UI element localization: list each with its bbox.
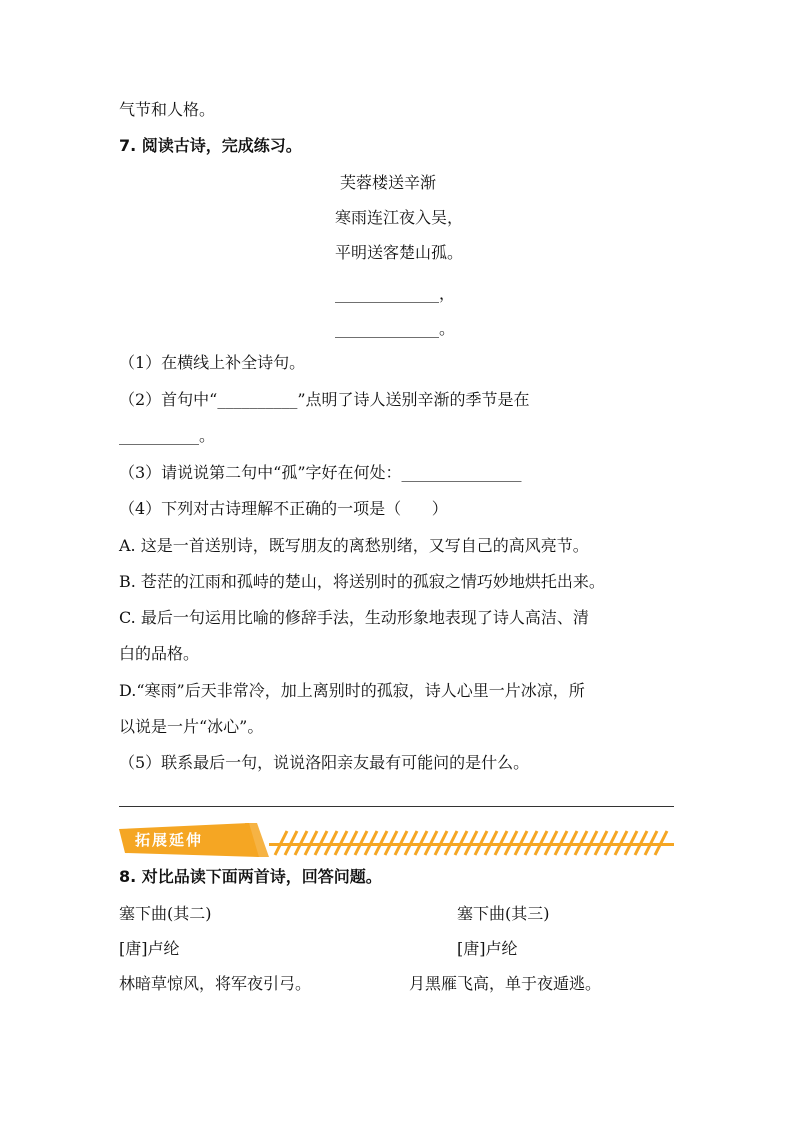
poem-blank-line-4: _____________。 [335,319,456,338]
poem-2-title: 塞下曲(其三) [457,904,550,923]
question-7-sub-5: （5）联系最后一句，说说洛阳亲友最有可能问的是什么。 [119,753,530,772]
poem-line-2: 平明送客楚山孤。 [335,243,464,262]
question-7-sub-1: （1）在横线上补全诗句。 [119,353,306,372]
option-d-line-1: D.“寒雨”后天非常冷，加上离别时的孤寂，诗人心里一片冰凉，所 [119,681,585,700]
option-c-line-1: C. 最后一句运用比喻的修辞手法，生动形象地表现了诗人高洁、清 [119,608,589,627]
question-7-sub-2: （2）首句中“__________”点明了诗人送别辛渐的季节是在 [119,390,530,409]
question-7-sub-4: （4）下列对古诗理解不正确的一项是（ ） [119,499,448,518]
option-d-line-2: 以说是一片“冰心”。 [119,717,264,736]
poem-2-line-1: 月黑雁飞高，单于夜遁逃。 [409,974,602,993]
poem-1-author: [唐]卢纶 [119,939,180,958]
poem-1-title: 塞下曲(其二) [119,904,212,923]
poem-line-1: 寒雨连江夜入吴， [335,208,464,227]
option-b: B. 苍茫的江雨和孤峙的楚山，将送别时的孤寂之情巧妙地烘托出来。 [119,572,605,591]
question-7-sub-3: （3）请说说第二句中“孤”字好在何处：_______________ [119,463,522,482]
poem-blank-line-3: _____________， [335,284,456,303]
answer-line [119,806,674,807]
question-8-heading: 8. 对比品读下面两首诗，回答问题。 [119,867,382,886]
banner-label: 拓展延伸 [135,831,204,849]
poem-1-line-1: 林暗草惊风，将军夜引弓。 [119,974,312,993]
section-banner [119,823,674,857]
poem-title: 芙蓉楼送辛渐 [340,173,437,192]
question-7-sub-2-blank: __________。 [119,426,216,445]
question-7-heading: 7. 阅读古诗，完成练习。 [119,136,302,155]
option-c-line-2: 白的品格。 [119,644,200,663]
option-a: A. 这是一首送别诗，既写朋友的离愁别绪，又写自己的高风亮节。 [119,536,589,555]
poem-2-author: [唐]卢纶 [457,939,518,958]
intro-tail-text: 气节和人格。 [119,100,216,119]
